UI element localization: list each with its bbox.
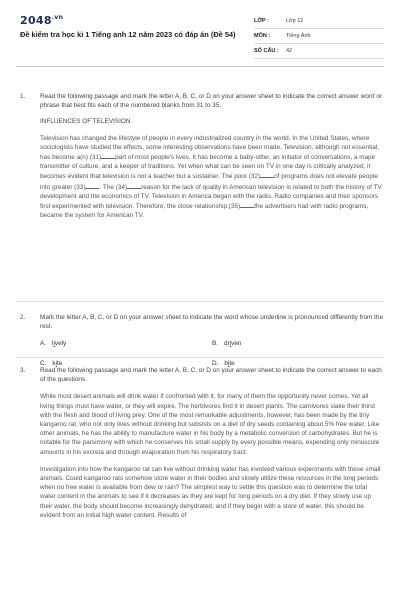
question-number: 3. [20,367,26,374]
meta-value: Tiếng Anh [286,33,311,39]
question-instruction: Mark the letter A, B, C, or D on your answer sheet to indicate the word whose underline is pronounced differently from the rest. [40,314,384,331]
option-a[interactable]: A. lively [40,340,67,348]
answer-blank-33[interactable] [85,182,99,189]
option-d[interactable]: D. bite [212,360,235,368]
meta-class-row [254,14,384,29]
option-b[interactable]: B. driven [212,340,242,348]
meta-count-row [254,44,384,59]
site-logo[interactable]: $2048^{.vn}$ [20,14,64,27]
document-title: Đề kiểm tra học kì 1 Tiếng anh 12 năm 2023 có đáp án (Đề 54) [20,30,236,39]
meta-key: SỐ CÂU : [254,48,279,54]
document-meta [254,14,384,59]
question-divider [16,301,384,302]
answer-options [40,339,384,369]
question-number: 2. [20,314,26,321]
page-header [0,0,400,68]
option-c[interactable]: C. kite [40,360,63,368]
header-divider [16,66,384,67]
question-divider [16,357,384,358]
question-3 [20,366,384,520]
meta-value: 42 [286,48,293,54]
question-instruction: Read the following passage and mark the letter A, B, C, or D on your answer sheet to indicate the correct answer word or phrase that best fits each of the numbered blanks from 31 to 35. [40,93,383,110]
meta-key: MÔN : [254,33,271,39]
passage-paragraph-1: While most desert animals will drink water if confronted with it, for many of them the opportunity never comes. Yet all living things must have water, or they will expire. The herbivores find it in desert plants. The carnivores slake their thirst with the flesh and blood of living prey. One of the most remarkable adjustments, however, has been made by the tiny kangaroo rat, who not only lives without drinking but subsists on a diet of dry seeds containing about 5% free water. Like other animals, he has the ability to manufacture water in his body by a metabolic conversion of carbohydrates. But he is notable for the parsimony with which he conserves his small supply by every possible means, expending only minuscule amounts in his excreta and through evaporation from his respiratory tract. [40,393,380,456]
question-instruction: Read the following passage and mark the letter A, B, C, or D on your answer sheet to indicate the correct answer to each of the questions. [40,367,382,384]
answer-blank-32[interactable] [260,171,274,178]
answer-blank-34[interactable] [127,182,141,189]
answer-blank-31[interactable] [101,152,115,159]
question-number: 1. [20,93,26,100]
question-1 [20,92,384,220]
meta-key: LỚP : [254,18,269,24]
meta-subject-row [254,29,384,44]
passage-paragraph-2: Investigation into how the kangaroo rat can live without drinking water has involved various experiments with these small animals. Could kangaroo rats somehow store water in their bodies and slowly utilize these resources in the long periods when no free water is available from dew or rain? The simplest way to settle this question was to determine the total water content in the animals to see if it decreases as they are kept for long periods on a dry diet. If they slowly use up their water, the body should become increasingly dehydrated, and if they begin with a store of water, this should be evident from an initial high water content. Results of [40,465,381,519]
passage-text: Television has changed the lifestyle of people in every industrialized country in the world. In the United States, where sociologists have studied the effects, some interesting observations have been made. Television, although not essential, has become a(n) (31) part of most people's lives. It has become a baby-sitter, an initiator of conversations, a major transmitter of culture, and a keeper of traditions. Yet when what can be seen on TV in one day is critically analyzed, it becomes evident that television is not a teacher but a sustainer. The poor (32) of programs does not elevate people into greater (33) . The (34) reason for the lack of quality in American television is related to both the history of TV development and the economics of TV. Television in America began with the radio. Radio companies and their sponsors first experimented with television. Therefore, the close relationship,(35) the advertisers had with radio programs, became the system for American TV. [40,134,382,220]
question-2 [20,313,384,369]
answer-blank-35[interactable] [240,201,254,208]
meta-value: Lớp 12 [286,18,304,24]
passage-title: INFLUENCES OF TELEVISION [40,118,131,126]
